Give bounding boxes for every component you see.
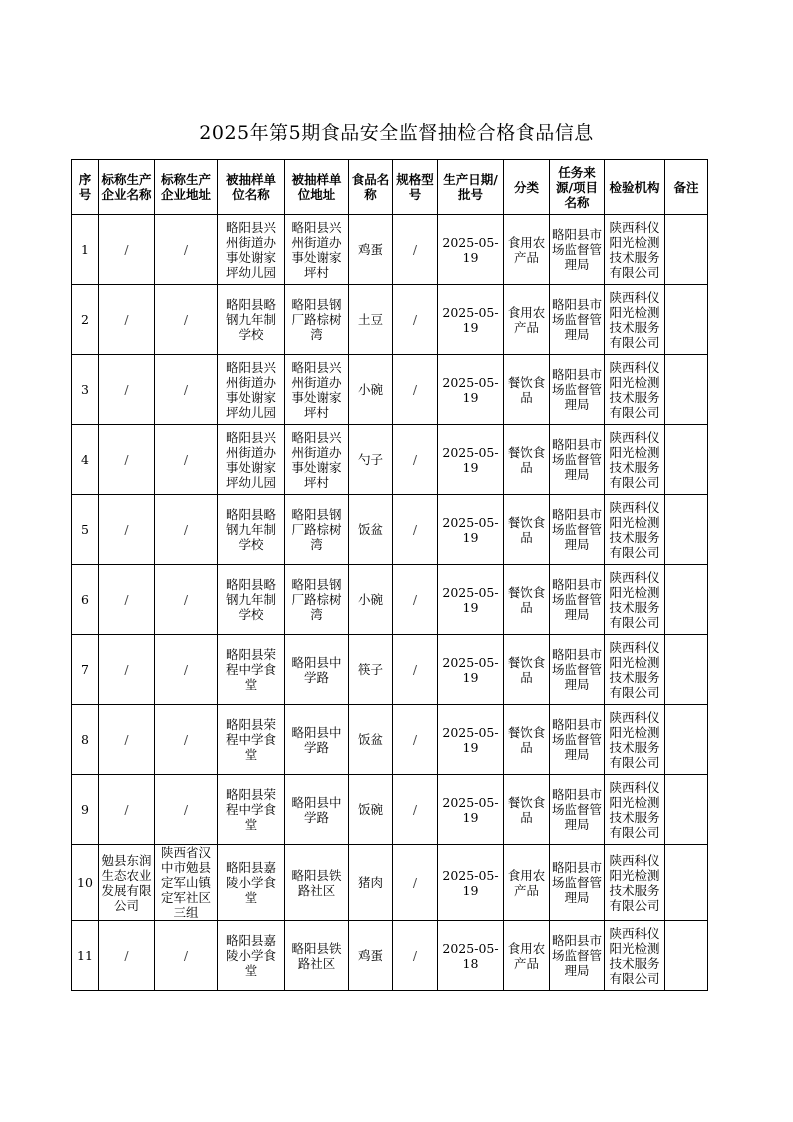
cell-mfr-addr: /: [155, 635, 218, 705]
header-lab: 检验机构: [605, 160, 665, 215]
cell-date: 2025-05-19: [438, 495, 504, 565]
cell-category: 餐饮食品: [504, 425, 550, 495]
cell-mfr-name: /: [99, 635, 155, 705]
cell-food: 饭盆: [349, 495, 393, 565]
cell-unit-addr: 略阳县中学路: [285, 775, 349, 845]
cell-category: 食用农产品: [504, 921, 550, 991]
cell-lab: 陕西科仪阳光检测技术服务有限公司: [605, 565, 665, 635]
cell-unit-name: 略阳县兴州街道办事处谢家坪幼儿园: [218, 215, 285, 285]
cell-unit-addr: 略阳县铁路社区: [285, 921, 349, 991]
cell-food: 鸡蛋: [349, 215, 393, 285]
cell-category: 餐饮食品: [504, 565, 550, 635]
cell-unit-name: 略阳县兴州街道办事处谢家坪幼儿园: [218, 425, 285, 495]
table-row: [72, 705, 708, 775]
cell-unit-addr: 略阳县中学路: [285, 635, 349, 705]
header-no: 序号: [72, 160, 99, 215]
cell-lab: 陕西科仪阳光检测技术服务有限公司: [605, 845, 665, 921]
cell-note: [665, 495, 708, 565]
cell-lab: 陕西科仪阳光检测技术服务有限公司: [605, 635, 665, 705]
cell-mfr-name: /: [99, 775, 155, 845]
document-title: 2025年第5期食品安全监督抽检合格食品信息: [199, 122, 594, 144]
cell-spec: /: [393, 705, 438, 775]
cell-spec: /: [393, 565, 438, 635]
cell-food: 小碗: [349, 565, 393, 635]
table-row: [72, 355, 708, 425]
header-date: 生产日期/批号: [438, 160, 504, 215]
cell-unit-name: 略阳县略钢九年制学校: [218, 495, 285, 565]
inspection-table: [71, 159, 708, 991]
cell-mfr-addr: /: [155, 775, 218, 845]
cell-mfr-addr: 陕西省汉中市勉县定军山镇定军社区三组: [155, 845, 218, 921]
cell-category: 餐饮食品: [504, 705, 550, 775]
cell-category: 餐饮食品: [504, 355, 550, 425]
cell-food: 小碗: [349, 355, 393, 425]
cell-unit-addr: 略阳县钢厂路棕树湾: [285, 495, 349, 565]
header-spec: 规格型号: [393, 160, 438, 215]
cell-mfr-name: /: [99, 495, 155, 565]
table-row: [72, 425, 708, 495]
cell-source: 略阳县市场监督管理局: [550, 775, 605, 845]
cell-date: 2025-05-19: [438, 705, 504, 775]
cell-lab: 陕西科仪阳光检测技术服务有限公司: [605, 921, 665, 991]
cell-food: 土豆: [349, 285, 393, 355]
cell-food: 勺子: [349, 425, 393, 495]
cell-unit-name: 略阳县嘉陵小学食堂: [218, 845, 285, 921]
table-row: [72, 775, 708, 845]
cell-spec: /: [393, 425, 438, 495]
cell-food: 猪肉: [349, 845, 393, 921]
table-row: [72, 495, 708, 565]
cell-unit-name: 略阳县荣程中学食堂: [218, 775, 285, 845]
header-category: 分类: [504, 160, 550, 215]
cell-food: 饭碗: [349, 775, 393, 845]
cell-lab: 陕西科仪阳光检测技术服务有限公司: [605, 775, 665, 845]
cell-mfr-addr: /: [155, 921, 218, 991]
cell-source: 略阳县市场监督管理局: [550, 355, 605, 425]
cell-spec: /: [393, 775, 438, 845]
cell-spec: /: [393, 285, 438, 355]
header-row: [72, 160, 708, 215]
cell-unit-name: 略阳县荣程中学食堂: [218, 635, 285, 705]
cell-category: 餐饮食品: [504, 775, 550, 845]
cell-lab: 陕西科仪阳光检测技术服务有限公司: [605, 285, 665, 355]
cell-mfr-addr: /: [155, 705, 218, 775]
cell-mfr-addr: /: [155, 215, 218, 285]
cell-note: [665, 355, 708, 425]
cell-date: 2025-05-19: [438, 425, 504, 495]
cell-date: 2025-05-19: [438, 215, 504, 285]
cell-mfr-addr: /: [155, 355, 218, 425]
cell-lab: 陕西科仪阳光检测技术服务有限公司: [605, 425, 665, 495]
cell-spec: /: [393, 845, 438, 921]
cell-unit-addr: 略阳县兴州街道办事处谢家坪村: [285, 215, 349, 285]
cell-no: 2: [72, 285, 99, 355]
header-unit-name: 被抽样单位名称: [218, 160, 285, 215]
cell-category: 食用农产品: [504, 845, 550, 921]
cell-spec: /: [393, 215, 438, 285]
cell-mfr-name: /: [99, 565, 155, 635]
cell-unit-addr: 略阳县铁路社区: [285, 845, 349, 921]
cell-source: 略阳县市场监督管理局: [550, 705, 605, 775]
header-mfr-addr: 标称生产企业地址: [155, 160, 218, 215]
cell-lab: 陕西科仪阳光检测技术服务有限公司: [605, 495, 665, 565]
cell-date: 2025-05-19: [438, 635, 504, 705]
cell-note: [665, 921, 708, 991]
cell-no: 4: [72, 425, 99, 495]
cell-unit-addr: 略阳县钢厂路棕树湾: [285, 565, 349, 635]
cell-no: 1: [72, 215, 99, 285]
cell-source: 略阳县市场监督管理局: [550, 215, 605, 285]
cell-note: [665, 635, 708, 705]
header-unit-addr: 被抽样单位地址: [285, 160, 349, 215]
header-mfr-name: 标称生产企业名称: [99, 160, 155, 215]
cell-mfr-name: /: [99, 215, 155, 285]
cell-mfr-name: /: [99, 355, 155, 425]
cell-date: 2025-05-19: [438, 285, 504, 355]
cell-note: [665, 285, 708, 355]
cell-spec: /: [393, 635, 438, 705]
cell-no: 8: [72, 705, 99, 775]
cell-source: 略阳县市场监督管理局: [550, 565, 605, 635]
cell-no: 6: [72, 565, 99, 635]
cell-date: 2025-05-19: [438, 845, 504, 921]
cell-no: 5: [72, 495, 99, 565]
cell-mfr-addr: /: [155, 285, 218, 355]
cell-mfr-name: /: [99, 285, 155, 355]
table-row: [72, 285, 708, 355]
cell-note: [665, 425, 708, 495]
cell-date: 2025-05-19: [438, 775, 504, 845]
cell-no: 9: [72, 775, 99, 845]
cell-category: 餐饮食品: [504, 635, 550, 705]
cell-unit-name: 略阳县嘉陵小学食堂: [218, 921, 285, 991]
cell-unit-name: 略阳县略钢九年制学校: [218, 285, 285, 355]
cell-note: [665, 775, 708, 845]
cell-mfr-name: 勉县东润生态农业发展有限公司: [99, 845, 155, 921]
cell-note: [665, 705, 708, 775]
cell-no: 3: [72, 355, 99, 425]
cell-mfr-name: /: [99, 425, 155, 495]
cell-mfr-name: /: [99, 705, 155, 775]
cell-lab: 陕西科仪阳光检测技术服务有限公司: [605, 705, 665, 775]
cell-unit-addr: 略阳县兴州街道办事处谢家坪村: [285, 425, 349, 495]
cell-category: 食用农产品: [504, 285, 550, 355]
header-food: 食品名称: [349, 160, 393, 215]
cell-spec: /: [393, 921, 438, 991]
cell-date: 2025-05-19: [438, 565, 504, 635]
cell-no: 11: [72, 921, 99, 991]
header-note: 备注: [665, 160, 708, 215]
cell-lab: 陕西科仪阳光检测技术服务有限公司: [605, 355, 665, 425]
cell-unit-addr: 略阳县中学路: [285, 705, 349, 775]
header-source: 任务来源/项目名称: [550, 160, 605, 215]
cell-mfr-addr: /: [155, 425, 218, 495]
table-row: [72, 921, 708, 991]
cell-food: 鸡蛋: [349, 921, 393, 991]
cell-mfr-name: /: [99, 921, 155, 991]
cell-source: 略阳县市场监督管理局: [550, 425, 605, 495]
table-row: [72, 635, 708, 705]
cell-lab: 陕西科仪阳光检测技术服务有限公司: [605, 215, 665, 285]
cell-no: 7: [72, 635, 99, 705]
table-row: [72, 215, 708, 285]
cell-date: 2025-05-18: [438, 921, 504, 991]
cell-note: [665, 565, 708, 635]
table-row: [72, 845, 708, 921]
cell-mfr-addr: /: [155, 565, 218, 635]
cell-source: 略阳县市场监督管理局: [550, 921, 605, 991]
cell-category: 餐饮食品: [504, 495, 550, 565]
cell-mfr-addr: /: [155, 495, 218, 565]
cell-date: 2025-05-19: [438, 355, 504, 425]
cell-food: 饭盆: [349, 705, 393, 775]
cell-source: 略阳县市场监督管理局: [550, 635, 605, 705]
cell-unit-name: 略阳县略钢九年制学校: [218, 565, 285, 635]
cell-food: 筷子: [349, 635, 393, 705]
cell-note: [665, 215, 708, 285]
cell-note: [665, 845, 708, 921]
cell-spec: /: [393, 495, 438, 565]
cell-source: 略阳县市场监督管理局: [550, 285, 605, 355]
cell-source: 略阳县市场监督管理局: [550, 495, 605, 565]
cell-unit-addr: 略阳县钢厂路棕树湾: [285, 285, 349, 355]
cell-no: 10: [72, 845, 99, 921]
table-row: [72, 565, 708, 635]
cell-category: 食用农产品: [504, 215, 550, 285]
cell-spec: /: [393, 355, 438, 425]
cell-unit-name: 略阳县荣程中学食堂: [218, 705, 285, 775]
cell-unit-addr: 略阳县兴州街道办事处谢家坪村: [285, 355, 349, 425]
cell-unit-name: 略阳县兴州街道办事处谢家坪幼儿园: [218, 355, 285, 425]
cell-source: 略阳县市场监督管理局: [550, 845, 605, 921]
